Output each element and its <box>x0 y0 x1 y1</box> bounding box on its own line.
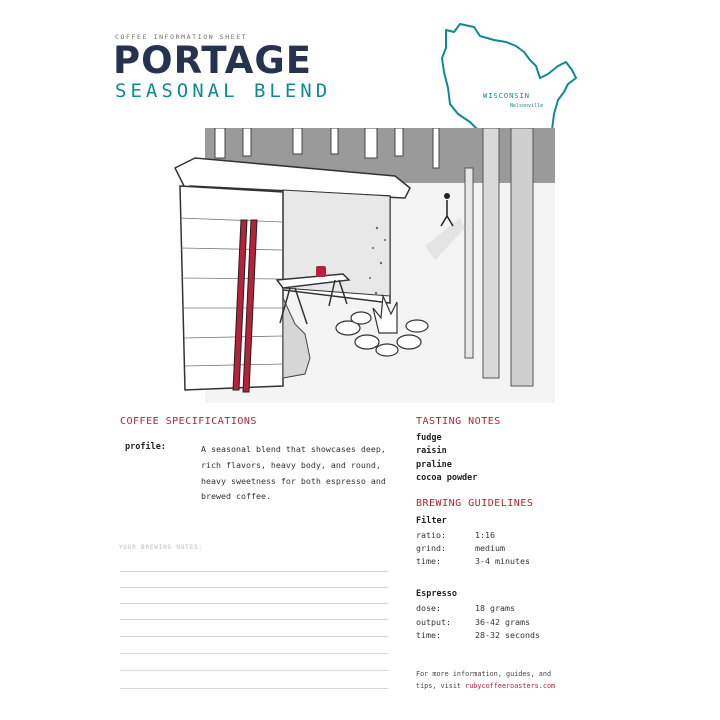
param-label: grind: <box>416 543 446 553</box>
tasting-note: cocoa powder <box>416 473 478 483</box>
footer-line <box>416 680 555 692</box>
note-line <box>120 670 388 671</box>
tasting-heading: TASTING NOTES <box>416 416 501 427</box>
param-label: dose: <box>416 603 441 613</box>
footer-prefix: tips, visit <box>416 682 466 690</box>
param-value: medium <box>475 543 505 553</box>
param-label: output: <box>416 617 451 627</box>
snowy-forest-shelter-illustration <box>165 128 555 403</box>
tasting-note: praline <box>416 460 452 470</box>
website-link[interactable]: rubycoffeeroasters.com <box>465 682 556 690</box>
coffee-subtitle: SEASONAL BLEND <box>115 80 332 102</box>
coffee-title: PORTAGE <box>113 39 313 82</box>
note-line <box>120 653 388 654</box>
param-value: 36-42 grams <box>475 617 530 627</box>
brewing-heading: BREWING GUIDELINES <box>416 498 534 509</box>
espresso-title: Espresso <box>416 589 457 599</box>
param-value: 3-4 minutes <box>475 556 530 566</box>
note-line <box>120 571 388 572</box>
profile-text: A seasonal blend that showcases deep, rich flavors, heavy body, and round, heavy sweetness for both espresso and brewed coffee. <box>201 444 386 502</box>
param-value: 28-32 seconds <box>475 630 540 640</box>
note-line <box>120 636 388 637</box>
specs-heading: COFFEE SPECIFICATIONS <box>120 416 257 427</box>
param-label: time: <box>416 556 441 566</box>
footer-line: For more information, guides, and <box>416 670 552 678</box>
map-state-label: WISCONSIN <box>483 92 530 100</box>
param-label: time: <box>416 630 441 640</box>
note-line <box>120 603 388 604</box>
tasting-note: fudge <box>416 433 442 443</box>
filter-title: Filter <box>416 516 447 526</box>
note-line <box>120 619 388 620</box>
sheet-eyebrow: COFFEE INFORMATION SHEET <box>115 33 248 41</box>
map-city-label: Nelsonville <box>510 103 544 109</box>
tasting-note: raisin <box>416 446 447 456</box>
param-value: 1:16 <box>475 530 495 540</box>
profile-label: profile: <box>125 442 166 452</box>
note-line <box>120 587 388 588</box>
footer-info <box>416 668 555 692</box>
brewing-notes-label: YOUR BREWING NOTES: <box>119 544 203 551</box>
param-value: 18 grams <box>475 603 515 613</box>
param-label: ratio: <box>416 530 446 540</box>
note-line <box>120 688 388 689</box>
